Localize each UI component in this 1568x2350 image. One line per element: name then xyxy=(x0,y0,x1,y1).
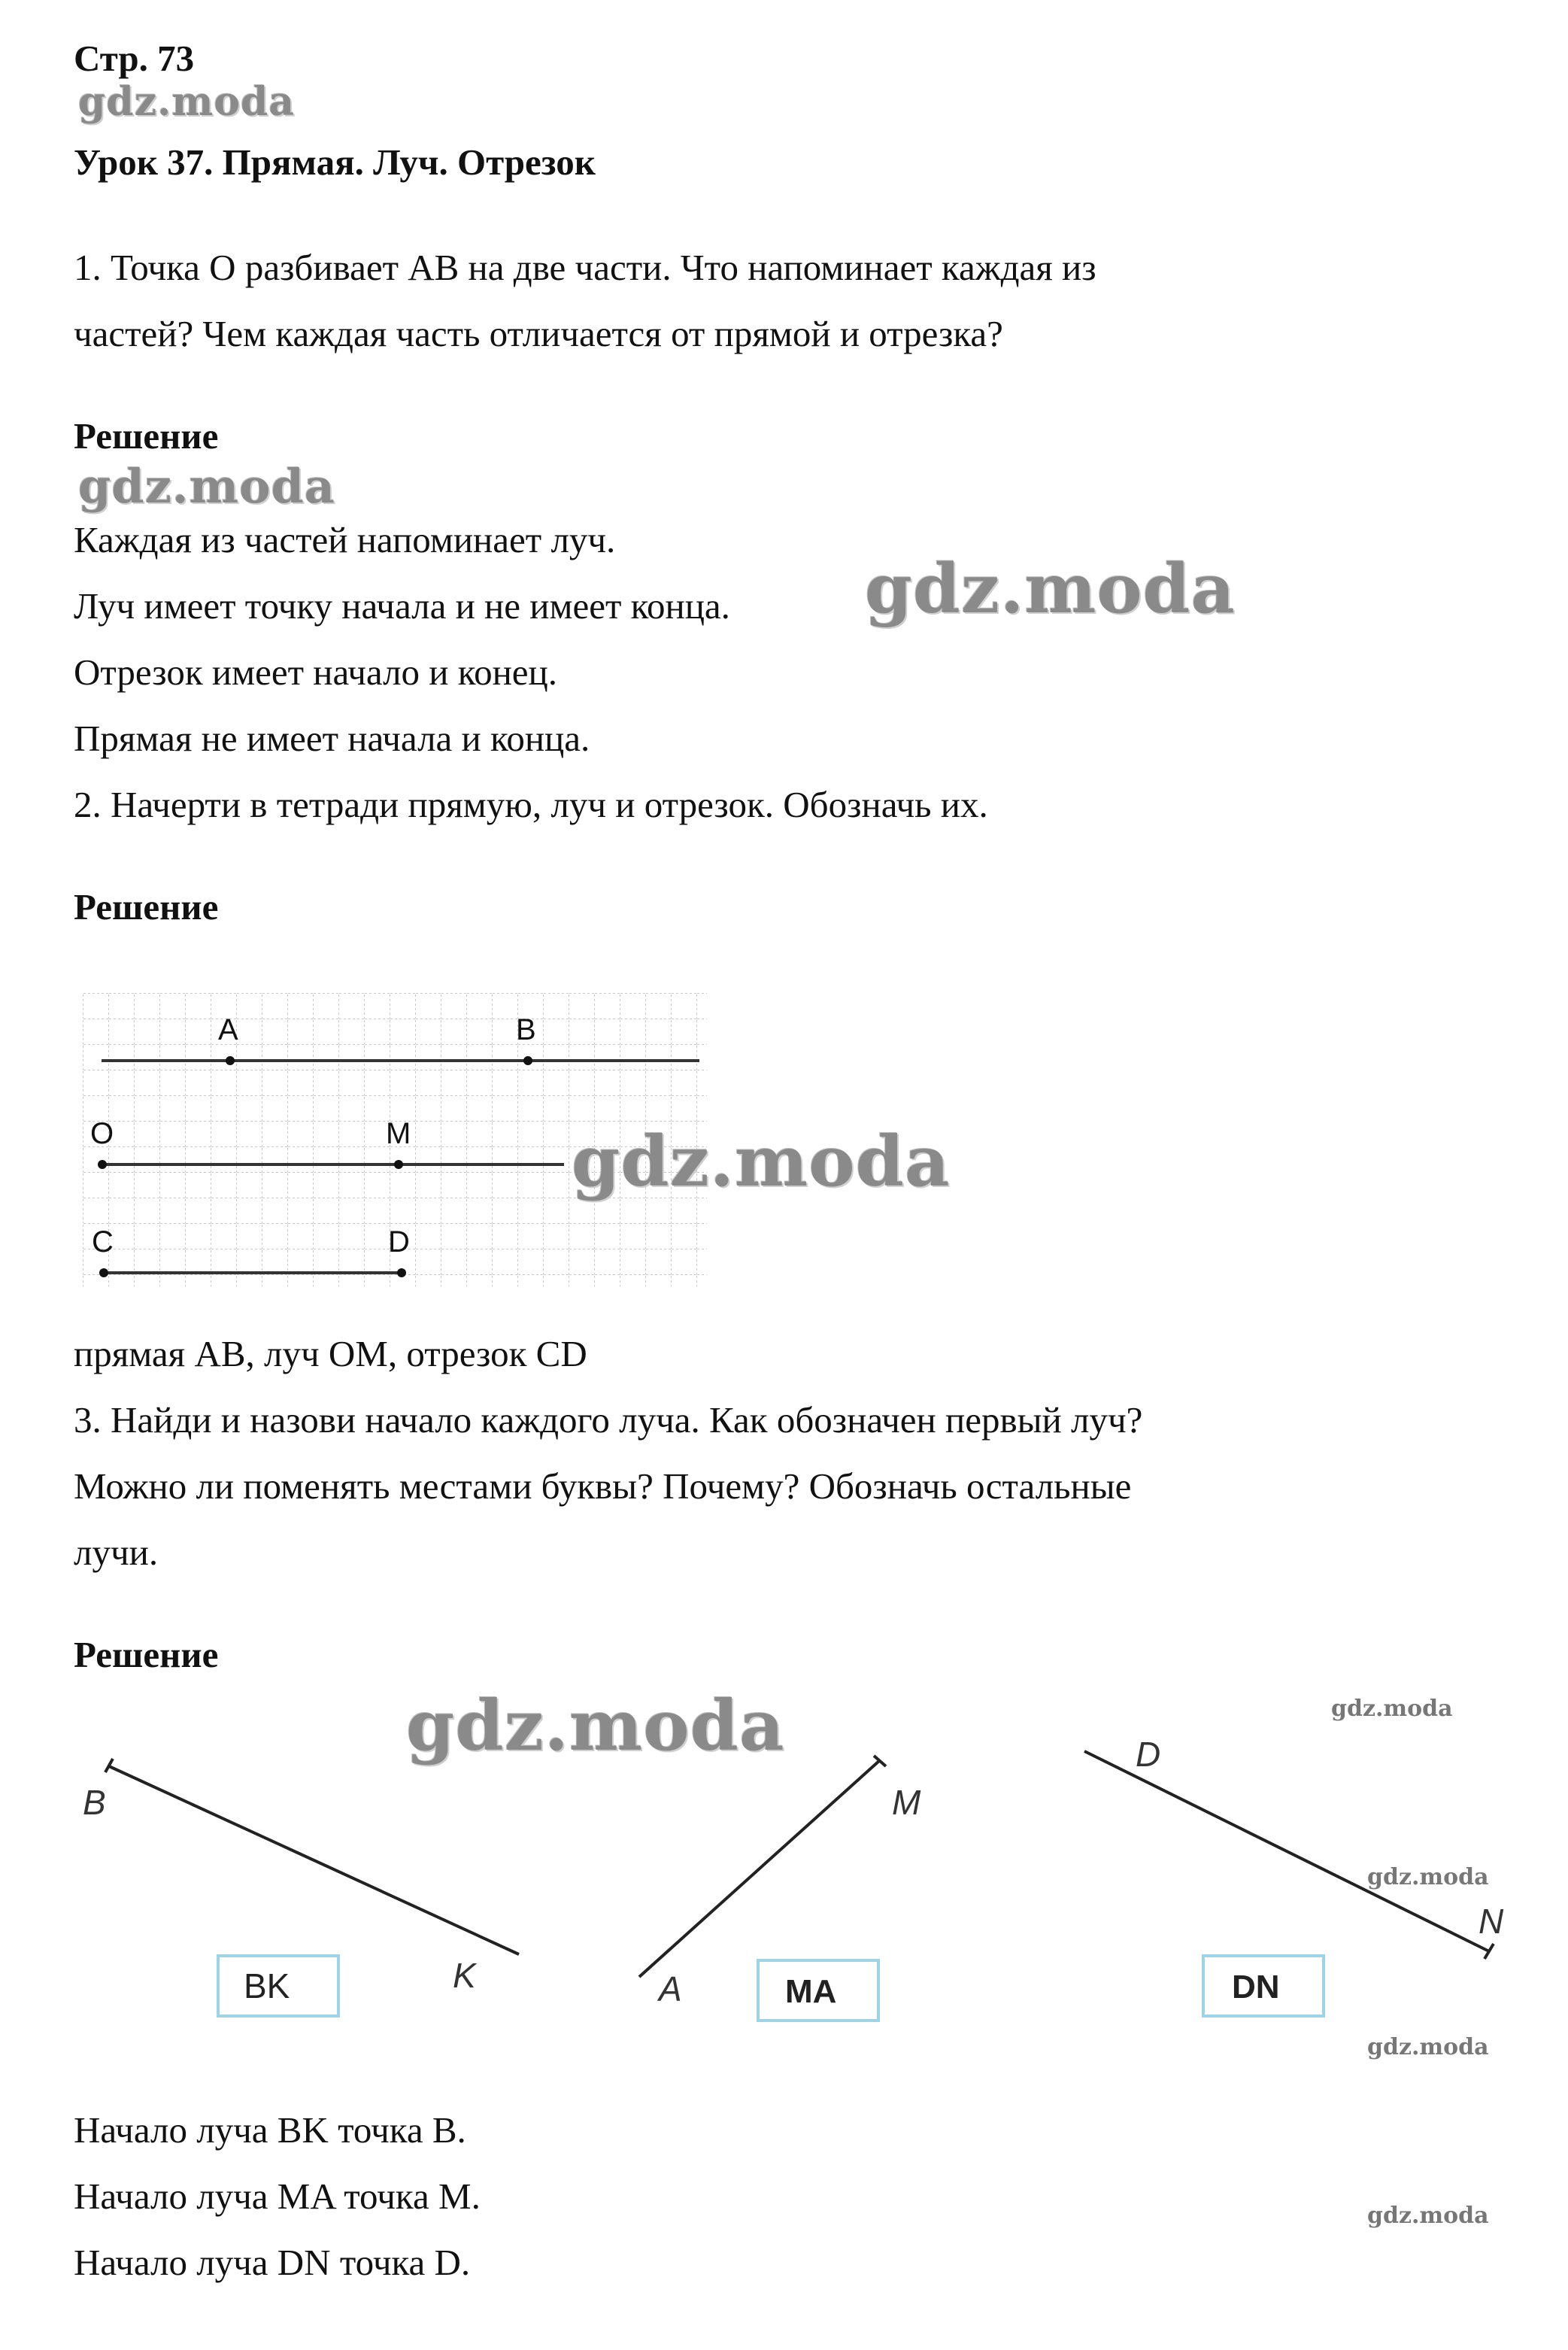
ray-bk xyxy=(109,1766,519,1954)
task3-text-line-1: 3. Найди и назови начало каждого луча. Как обозначен первый луч? xyxy=(74,1399,1143,1441)
task1-answer-line-4: Прямая не имеет начала и конца. xyxy=(74,718,590,759)
watermark-small: gdz.moda xyxy=(1367,2203,1489,2229)
watermark-small: gdz.moda xyxy=(1367,2034,1489,2060)
page-number: Стр. 73 xyxy=(74,38,195,79)
watermark: gdz.moda xyxy=(572,1121,951,1202)
label-a: A xyxy=(218,1013,238,1046)
task1-text-line-1: 1. Точка O разбивает AB на две части. Что напоминает каждая из xyxy=(74,247,1096,288)
task2-text-line-1: 2. Начерти в тетради прямую, луч и отрезок. Обозначь их. xyxy=(74,784,988,825)
label-ray2-end: A xyxy=(659,1969,682,2008)
label-m: M xyxy=(386,1117,411,1150)
ray2-name: MA xyxy=(785,1973,837,2010)
ray-dn xyxy=(1084,1751,1489,1951)
label-ray2-start: M xyxy=(892,1783,921,1822)
label-ray1-start: B xyxy=(83,1783,106,1822)
task3-solution-title: Решение xyxy=(74,1634,219,1675)
watermark: gdz.moda xyxy=(865,549,1236,629)
ray3-name: DN xyxy=(1232,1969,1280,2005)
label-ray3-start: N xyxy=(1479,1902,1504,1941)
point-o xyxy=(98,1160,107,1169)
watermark: gdz.moda xyxy=(78,459,335,514)
watermark-small: gdz.moda xyxy=(1367,1864,1489,1890)
point-c xyxy=(99,1268,108,1277)
point-b xyxy=(523,1056,532,1065)
task1-answer-line-3: Отрезок имеет начало и конец. xyxy=(74,651,558,693)
label-ray3-end: D xyxy=(1136,1735,1161,1774)
task3-answer-line-1: Начало луча BK точка B. xyxy=(74,2109,466,2151)
point-m xyxy=(394,1160,403,1169)
task3-figure xyxy=(68,1700,1512,2046)
watermark-small: gdz.moda xyxy=(1331,1696,1453,1722)
task3-answer-line-3: Начало луча DN точка D. xyxy=(74,2242,471,2283)
label-b: B xyxy=(516,1013,536,1046)
ray-ma xyxy=(639,1760,880,1977)
task3-answer-line-2: Начало луча MA точка M. xyxy=(74,2175,481,2217)
task1-answer-line-1: Каждая из частей напоминает луч. xyxy=(74,519,616,560)
ray-bk-start-tick xyxy=(105,1759,113,1772)
watermark: gdz.moda xyxy=(406,1685,785,1766)
label-ray1-end: K xyxy=(453,1956,476,1995)
label-c: C xyxy=(92,1225,114,1258)
task3-text-line-2: Можно ли поменять местами буквы? Почему? Обозначь остальные xyxy=(74,1465,1132,1507)
label-d: D xyxy=(388,1225,410,1258)
label-o: O xyxy=(90,1117,114,1150)
point-a xyxy=(226,1056,235,1065)
watermark: gdz.moda xyxy=(78,79,296,125)
task1-text-line-2: частей? Чем каждая часть отличается от прямой и отрезка? xyxy=(74,313,1003,354)
point-d xyxy=(397,1268,406,1277)
ray1-name: BK xyxy=(244,1966,290,2005)
lesson-title: Урок 37. Прямая. Луч. Отрезок xyxy=(74,141,596,183)
task2-solution-title: Решение xyxy=(74,886,219,928)
task3-text-line-3: лучи. xyxy=(74,1532,159,1573)
task2-caption: прямая AB, луч OM, отрезок CD xyxy=(74,1333,587,1374)
task1-answer-line-2: Луч имеет точку начала и не имеет конца. xyxy=(74,585,730,627)
task1-solution-title: Решение xyxy=(74,415,219,457)
